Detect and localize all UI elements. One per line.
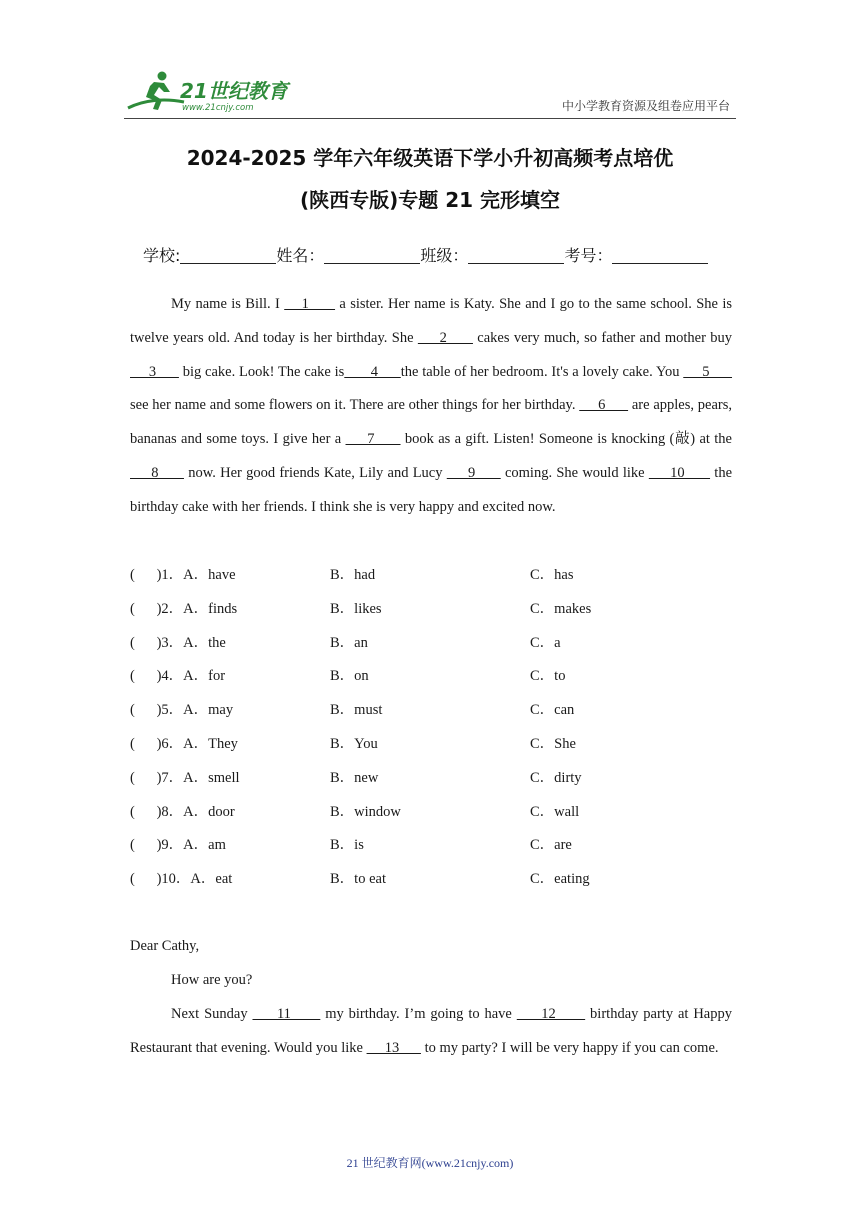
option-c[interactable]: C．dirty <box>530 769 582 786</box>
passage-text: birthday party at Happy Restaurant that evening. Would you like <box>130 1006 732 1056</box>
passage-text: a sister. Her name is Katy. She and I go to the same school. She is twelve years old. And today is her birthday. She <box>130 296 733 346</box>
option-a[interactable]: ( )7．A．smell <box>130 769 240 786</box>
passage-text: to my party? I will be very happy if you can come. <box>420 1039 719 1056</box>
question-list <box>130 559 732 897</box>
option-a[interactable]: ( )6．A．They <box>130 735 238 752</box>
blank-4: 4 <box>344 363 401 380</box>
class-label: 班级： <box>420 246 469 265</box>
logo-url: www.21cnjy.com <box>182 103 254 113</box>
option-a[interactable]: ( )1．A．have <box>130 567 236 583</box>
passage-text: book as a gift. Listen! Someone is knocking (敲) at the <box>400 431 732 448</box>
option-a[interactable]: ( )5．A．may <box>130 702 234 719</box>
passage-text: now. Her good friends Kate, Lily and Lucy <box>183 464 447 481</box>
cloze-passage-1 <box>130 288 732 525</box>
blank-5: 5 <box>683 363 733 380</box>
option-c[interactable]: C．are <box>530 837 572 854</box>
option-b[interactable]: B．must <box>330 702 383 719</box>
logo-text: 21世纪教育 <box>180 79 288 103</box>
question-row <box>130 863 732 897</box>
name-blank[interactable] <box>324 247 420 264</box>
question-row <box>130 559 732 593</box>
blank-3: 3 <box>130 363 179 380</box>
passage-text: see her name and some flowers on it. There are other things for her birthday. <box>130 397 580 414</box>
blank-10: 10 <box>648 464 711 481</box>
page-subtitle: (陕西专版)专题 21 完形填空 <box>299 188 561 212</box>
letter-greeting: Dear Cathy, <box>130 938 200 954</box>
site-logo <box>124 70 294 116</box>
question-row <box>130 796 732 830</box>
option-c[interactable]: C．She <box>530 735 576 752</box>
platform-label: 中小学教育资源及组卷应用平台 <box>561 99 730 113</box>
blank-1: 1 <box>284 296 336 312</box>
option-b[interactable]: B．You <box>330 735 378 752</box>
footer-link[interactable]: 21 世纪教育网(www.21cnjy.com) <box>346 1156 514 1170</box>
page-title: 2024-2025 学年六年级英语下学小升初高频考点培优 <box>186 146 674 170</box>
option-c[interactable]: C．has <box>530 567 574 583</box>
passage-text: big cake. Look! The cake is <box>178 363 345 380</box>
option-b[interactable]: B．new <box>330 769 379 786</box>
number-blank[interactable] <box>612 247 708 264</box>
cloze-passage-2 <box>130 998 732 1066</box>
header-divider <box>124 118 736 119</box>
option-b[interactable]: B．had <box>330 567 376 583</box>
option-a[interactable]: ( )10．A．eat <box>130 871 233 888</box>
passage-text: coming. She would like <box>500 464 649 481</box>
blank-6: 6 <box>579 397 629 414</box>
question-row <box>130 593 732 627</box>
option-c[interactable]: C．eating <box>530 871 590 888</box>
option-c[interactable]: C．a <box>530 634 561 651</box>
question-row <box>130 694 732 728</box>
option-c[interactable]: C．wall <box>530 803 580 820</box>
blank-12: 12 <box>516 1006 586 1022</box>
blank-8: 8 <box>130 464 184 481</box>
school-label: 学校: <box>143 246 181 265</box>
blank-7: 7 <box>345 431 401 448</box>
option-b[interactable]: B．an <box>330 634 368 651</box>
option-a[interactable]: ( )2．A．finds <box>130 600 238 617</box>
letter-line: How are you? <box>171 972 253 988</box>
name-label: 姓名： <box>276 246 325 265</box>
option-c[interactable]: C．to <box>530 668 566 685</box>
question-row <box>130 829 732 863</box>
passage-text: the table of her bedroom. It's a lovely cake. You <box>400 363 684 380</box>
option-a[interactable]: ( )8．A．door <box>130 803 235 820</box>
blank-9: 9 <box>446 464 501 481</box>
question-row <box>130 627 732 661</box>
option-b[interactable]: B．on <box>330 668 369 685</box>
option-b[interactable]: B．likes <box>330 600 382 617</box>
blank-2: 2 <box>417 329 473 346</box>
number-label: 考号： <box>564 246 613 265</box>
passage-text: the birthday cake with her friends. I think she is very happy and excited now. <box>130 464 733 515</box>
option-a[interactable]: ( )9．A．am <box>130 837 226 854</box>
blank-13: 13 <box>366 1039 421 1056</box>
passage-text: are apples, pears, bananas and some toys. I give her a <box>130 397 733 448</box>
option-c[interactable]: C．makes <box>530 600 592 617</box>
question-row <box>130 728 732 762</box>
runner-icon <box>128 72 184 111</box>
student-info-row <box>143 243 708 266</box>
option-b[interactable]: B．to eat <box>330 871 386 888</box>
option-c[interactable]: C．can <box>530 702 575 719</box>
blank-11: 11 <box>252 1006 321 1022</box>
school-blank[interactable] <box>180 247 276 264</box>
option-b[interactable]: B．window <box>330 803 401 820</box>
option-a[interactable]: ( )3．A．the <box>130 634 226 651</box>
class-blank[interactable] <box>468 247 564 264</box>
passage-text: My name is Bill. I <box>171 296 285 312</box>
passage-text: Next Sunday <box>171 1006 253 1022</box>
passage-text: my birthday. I’m going to have <box>320 1006 517 1022</box>
question-row <box>130 762 732 796</box>
question-row <box>130 660 732 694</box>
option-a[interactable]: ( )4．A．for <box>130 668 226 685</box>
passage-text: cakes very much, so father and mother buy <box>472 329 733 346</box>
option-b[interactable]: B．is <box>330 837 364 854</box>
